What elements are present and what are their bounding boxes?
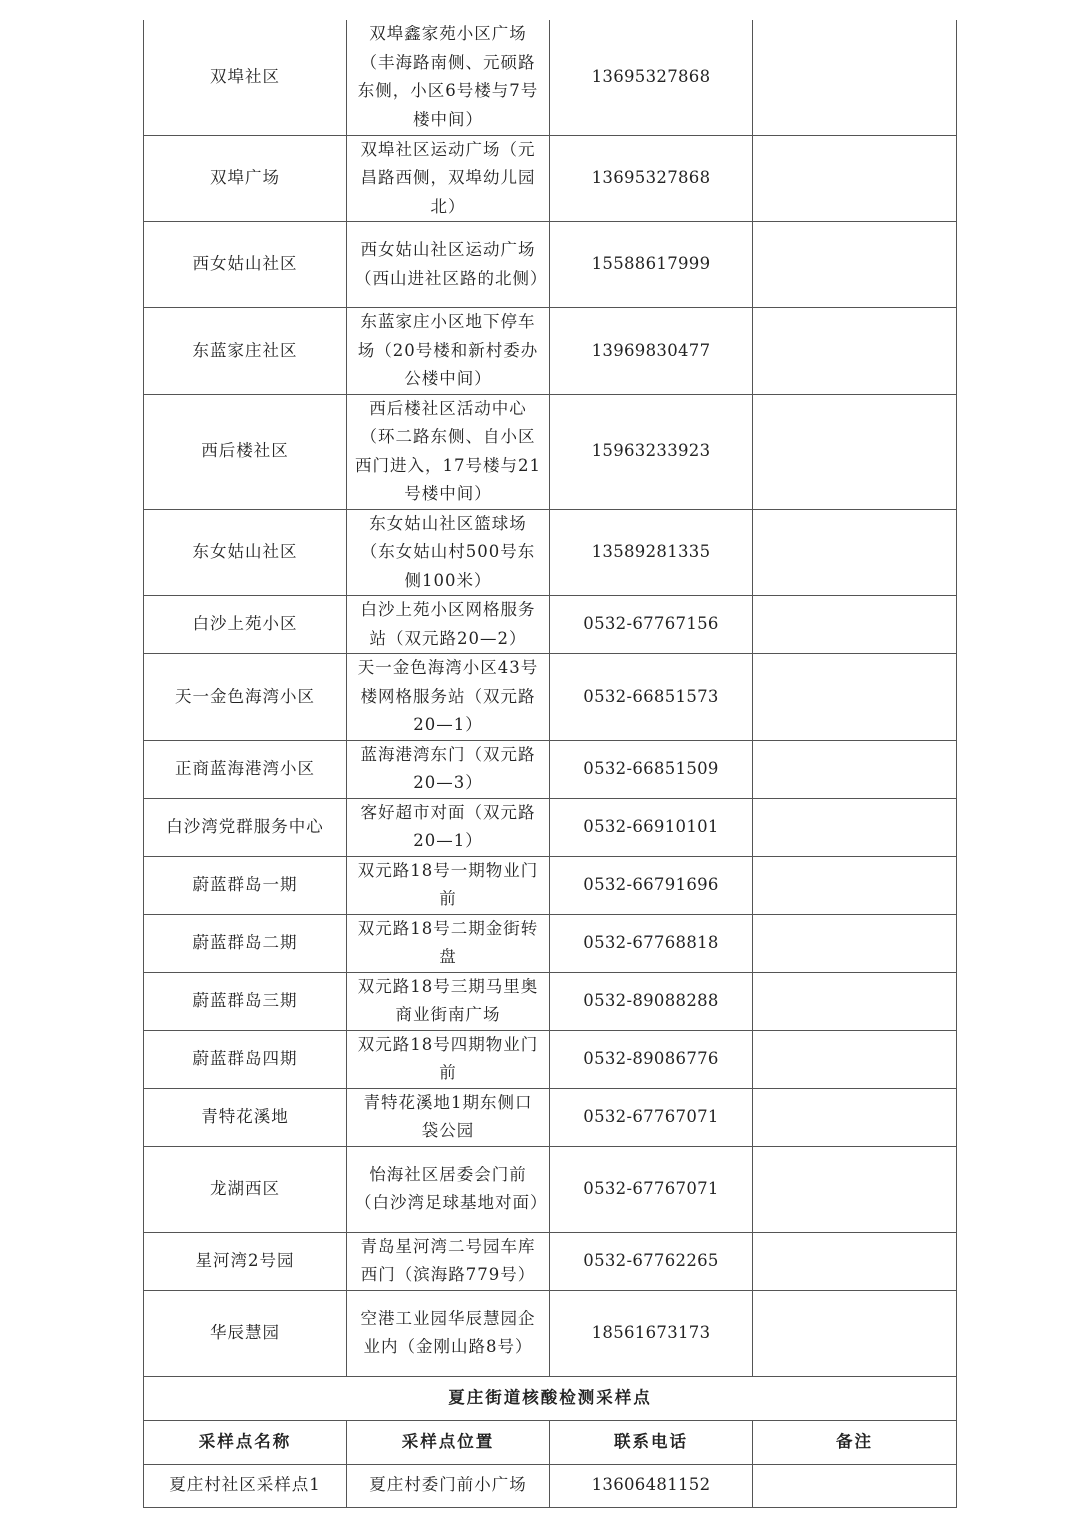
table-row	[144, 1146, 957, 1232]
site-name: 青特花溪地	[144, 1088, 347, 1146]
table-row	[144, 308, 957, 395]
site-location: 东女姑山社区篮球场（东女姑山村500号东侧100米）	[347, 509, 550, 596]
site-phone: 0532-67767071	[550, 1088, 753, 1146]
site-location: 怡海社区居委会门前（白沙湾足球基地对面）	[347, 1146, 550, 1232]
site-phone: 13606481152	[550, 1464, 753, 1507]
site-location: 客好超市对面（双元路20—1）	[347, 798, 550, 856]
site-name: 华辰慧园	[144, 1290, 347, 1376]
site-name: 白沙湾党群服务中心	[144, 798, 347, 856]
table-row	[144, 20, 957, 135]
site-location: 青特花溪地1期东侧口袋公园	[347, 1088, 550, 1146]
table-row	[144, 740, 957, 798]
site-location: 白沙上苑小区网格服务站（双元路20—2）	[347, 596, 550, 654]
site-note	[753, 135, 957, 222]
site-note	[753, 740, 957, 798]
site-note	[753, 308, 957, 395]
site-note	[753, 596, 957, 654]
site-location: 双埠社区运动广场（元昌路西侧，双埠幼儿园北）	[347, 135, 550, 222]
header-row	[144, 1420, 957, 1464]
site-phone: 0532-67767071	[550, 1146, 753, 1232]
table-row	[144, 654, 957, 741]
header-location: 采样点位置	[347, 1420, 550, 1464]
site-phone: 13695327868	[550, 135, 753, 222]
table-row	[144, 914, 957, 972]
site-note	[753, 856, 957, 914]
site-name: 蔚蓝群岛四期	[144, 1030, 347, 1088]
site-name: 东蓝家庄社区	[144, 308, 347, 395]
table-row	[144, 596, 957, 654]
table-row	[144, 1232, 957, 1290]
site-name: 夏庄村社区采样点1	[144, 1464, 347, 1507]
site-name: 双埠广场	[144, 135, 347, 222]
site-phone: 13589281335	[550, 509, 753, 596]
table-row	[144, 222, 957, 308]
site-note	[753, 1146, 957, 1232]
site-note	[753, 394, 957, 509]
site-note	[753, 1088, 957, 1146]
section-title-row	[144, 1376, 957, 1420]
site-name: 星河湾2号园	[144, 1232, 347, 1290]
site-note	[753, 972, 957, 1030]
table-row	[144, 972, 957, 1030]
site-name: 西后楼社区	[144, 394, 347, 509]
site-phone: 13695327868	[550, 20, 753, 135]
site-phone: 0532-66791696	[550, 856, 753, 914]
site-location: 双埠鑫家苑小区广场（丰海路南侧、元硕路东侧，小区6号楼与7号楼中间）	[347, 20, 550, 135]
site-location: 夏庄村委门前小广场	[347, 1464, 550, 1507]
table-row	[144, 1088, 957, 1146]
site-location: 东蓝家庄小区地下停车场（20号楼和新村委办公楼中间）	[347, 308, 550, 395]
site-note	[753, 1030, 957, 1088]
sampling-points-table	[143, 20, 957, 1508]
site-phone: 0532-89088288	[550, 972, 753, 1030]
site-name: 东女姑山社区	[144, 509, 347, 596]
header-note: 备注	[753, 1420, 957, 1464]
site-phone: 0532-66910101	[550, 798, 753, 856]
table-row	[144, 856, 957, 914]
site-name: 蔚蓝群岛一期	[144, 856, 347, 914]
site-name: 白沙上苑小区	[144, 596, 347, 654]
table-row	[144, 798, 957, 856]
site-note	[753, 1232, 957, 1290]
section-title: 夏庄街道核酸检测采样点	[144, 1376, 957, 1420]
site-phone: 0532-66851509	[550, 740, 753, 798]
site-location: 蓝海港湾东门（双元路20—3）	[347, 740, 550, 798]
site-location: 西后楼社区活动中心（环二路东侧、自小区西门进入，17号楼与21号楼中间）	[347, 394, 550, 509]
site-name: 西女姑山社区	[144, 222, 347, 308]
table-row	[144, 394, 957, 509]
site-phone: 0532-66851573	[550, 654, 753, 741]
table-row	[144, 1290, 957, 1376]
site-phone: 0532-67762265	[550, 1232, 753, 1290]
table-row	[144, 509, 957, 596]
site-phone: 0532-67768818	[550, 914, 753, 972]
site-note	[753, 20, 957, 135]
site-location: 青岛星河湾二号园车库西门（滨海路779号）	[347, 1232, 550, 1290]
site-location: 空港工业园华辰慧园企业内（金刚山路8号）	[347, 1290, 550, 1376]
table-row	[144, 1464, 957, 1507]
site-phone: 18561673173	[550, 1290, 753, 1376]
site-name: 蔚蓝群岛三期	[144, 972, 347, 1030]
site-note	[753, 222, 957, 308]
site-name: 双埠社区	[144, 20, 347, 135]
site-phone: 13969830477	[550, 308, 753, 395]
table-row	[144, 135, 957, 222]
site-phone: 15588617999	[550, 222, 753, 308]
site-note	[753, 509, 957, 596]
site-note	[753, 914, 957, 972]
site-phone: 0532-89086776	[550, 1030, 753, 1088]
site-note	[753, 1464, 957, 1507]
site-name: 天一金色海湾小区	[144, 654, 347, 741]
site-location: 双元路18号二期金街转盘	[347, 914, 550, 972]
header-phone: 联系电话	[550, 1420, 753, 1464]
site-location: 天一金色海湾小区43号楼网格服务站（双元路20—1）	[347, 654, 550, 741]
site-note	[753, 798, 957, 856]
site-name: 龙湖西区	[144, 1146, 347, 1232]
site-location: 双元路18号四期物业门前	[347, 1030, 550, 1088]
site-location: 双元路18号三期马里奥商业街南广场	[347, 972, 550, 1030]
site-location: 西女姑山社区运动广场（西山进社区路的北侧）	[347, 222, 550, 308]
table-row	[144, 1030, 957, 1088]
site-note	[753, 1290, 957, 1376]
site-name: 正商蓝海港湾小区	[144, 740, 347, 798]
header-name: 采样点名称	[144, 1420, 347, 1464]
site-note	[753, 654, 957, 741]
site-location: 双元路18号一期物业门前	[347, 856, 550, 914]
site-name: 蔚蓝群岛二期	[144, 914, 347, 972]
site-phone: 15963233923	[550, 394, 753, 509]
site-phone: 0532-67767156	[550, 596, 753, 654]
